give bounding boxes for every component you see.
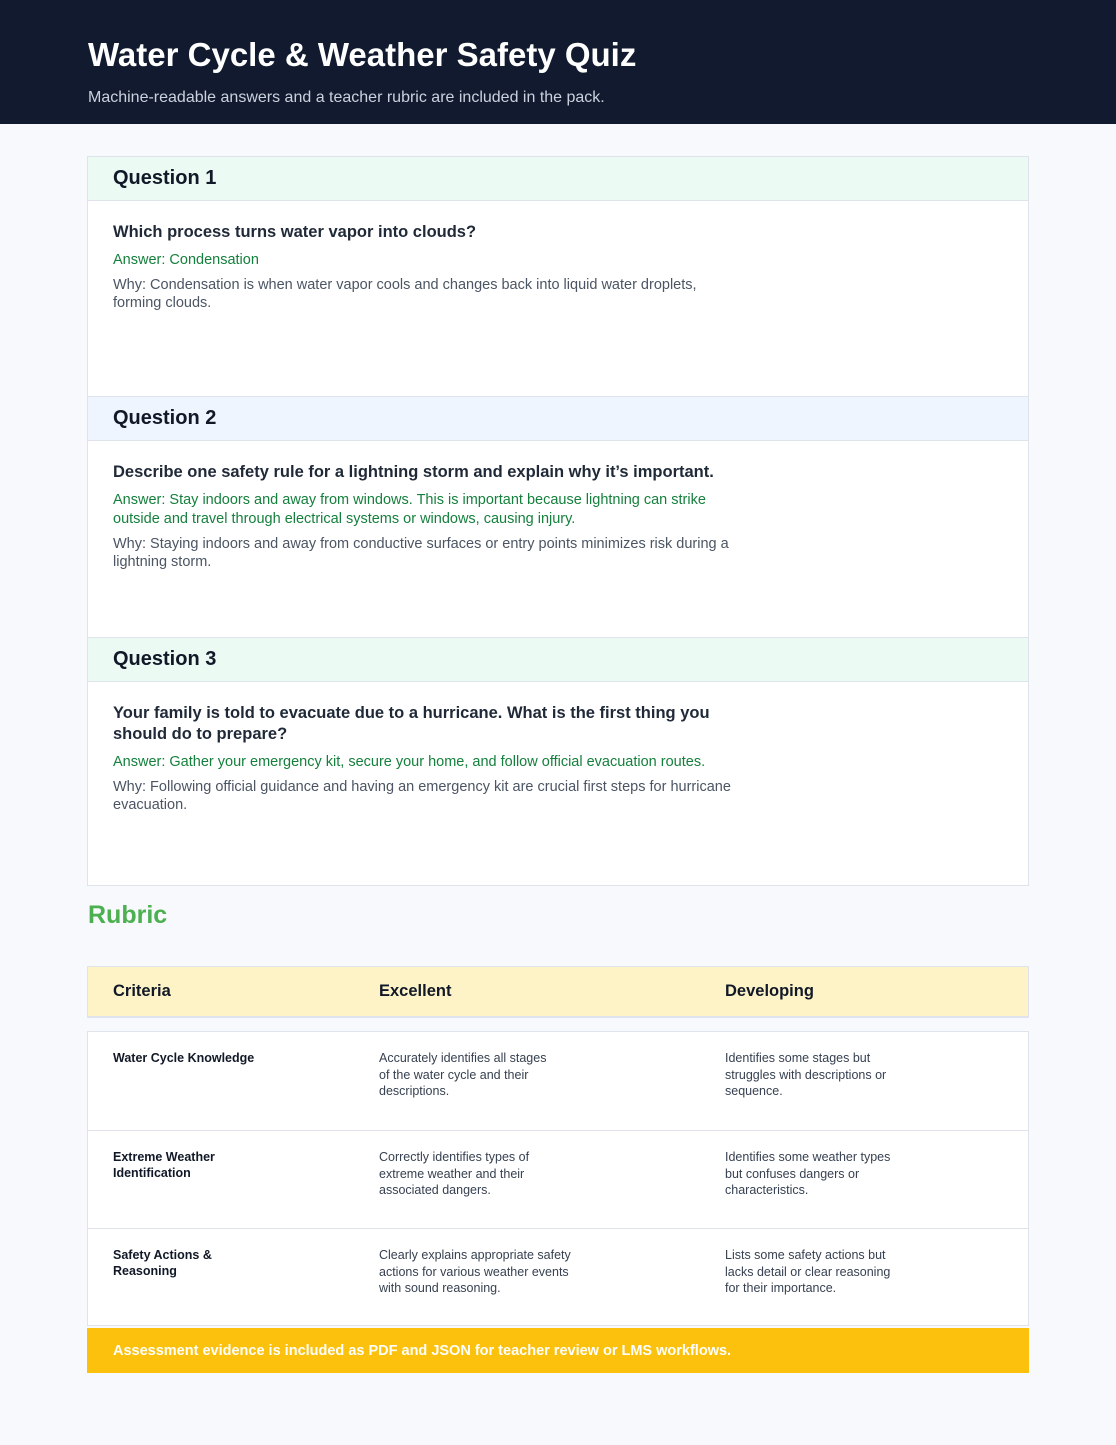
rubric-excellent: Correctly identifies types of extreme weather and their associated dangers.	[379, 1150, 530, 1197]
question-text: Describe one safety rule for a lightning storm and explain why it’s important.	[113, 463, 714, 481]
rubric-developing-cell	[700, 1050, 1028, 1100]
rubric-column-criteria: Criteria	[113, 982, 171, 1000]
page-subtitle: Machine-readable answers and a teacher rubric are included in the pack.	[88, 89, 605, 106]
rubric-row	[88, 1130, 1028, 1228]
question-text: Your family is told to evacuate due to a hurricane. What is the first thing you should do to prepare?	[113, 704, 710, 743]
question-heading: Question 3	[88, 638, 1028, 682]
question-card-2	[87, 397, 1029, 638]
question-heading: Question 2	[88, 397, 1028, 441]
rubric-excellent-cell	[354, 1247, 700, 1297]
question-answer: Answer: Gather your emergency kit, secure your home, and follow official evacuation routes.	[113, 754, 706, 770]
question-body	[88, 682, 763, 814]
rubric-excellent-cell	[354, 1050, 700, 1100]
rubric-criteria: Water Cycle Knowledge	[113, 1051, 255, 1065]
page-title: Water Cycle & Weather Safety Quiz	[88, 36, 637, 73]
question-answer: Answer: Condensation	[113, 252, 259, 268]
rubric-excellent: Accurately identifies all stages of the water cycle and their descriptions.	[379, 1051, 547, 1098]
rubric-header-row	[87, 966, 1029, 1018]
rubric-criteria: Extreme Weather Identification	[113, 1150, 215, 1180]
rubric-excellent-cell	[354, 1149, 700, 1199]
rubric-row	[88, 1228, 1028, 1325]
rubric-table	[87, 1031, 1029, 1326]
question-body	[88, 441, 763, 571]
question-body	[88, 201, 763, 312]
question-why: Why: Following official guidance and having an emergency kit are crucial first steps for hurricane evacuation.	[113, 779, 731, 813]
main-content	[0, 156, 1116, 1373]
question-heading: Question 1	[88, 157, 1028, 201]
rubric-row	[88, 1032, 1028, 1130]
assessment-evidence-banner: Assessment evidence is included as PDF and JSON for teacher review or LMS workflows.	[87, 1328, 1029, 1373]
question-card-3	[87, 638, 1029, 886]
rubric-criteria-cell	[88, 1247, 354, 1279]
rubric-excellent: Clearly explains appropriate safety actions for various weather events with sound reasoning.	[379, 1248, 571, 1295]
rubric-developing-cell	[700, 1247, 1028, 1297]
rubric-developing: Lists some safety actions but lacks detail or clear reasoning for their importance.	[725, 1248, 891, 1295]
rubric-developing: Identifies some weather types but confuses dangers or characteristics.	[725, 1150, 891, 1197]
rubric-column-developing: Developing	[725, 982, 814, 1000]
question-text: Which process turns water vapor into clouds?	[113, 223, 477, 241]
rubric-column-excellent: Excellent	[379, 982, 452, 1000]
rubric-criteria-cell	[88, 1149, 354, 1181]
question-answer: Answer: Stay indoors and away from windows. This is important because lightning can strike outside and travel through electrical systems or windows, causing injury.	[113, 492, 706, 527]
rubric-title: Rubric	[88, 901, 168, 929]
question-why: Why: Staying indoors and away from conductive surfaces or entry points minimizes risk during a lightning storm.	[113, 536, 729, 570]
rubric-criteria: Safety Actions & Reasoning	[113, 1248, 212, 1278]
question-card-1	[87, 156, 1029, 397]
page-header	[0, 0, 1116, 124]
question-why: Why: Condensation is when water vapor cools and changes back into liquid water droplets, forming clouds.	[113, 277, 697, 311]
rubric-developing: Identifies some stages but struggles with descriptions or sequence.	[725, 1051, 887, 1098]
rubric-criteria-cell	[88, 1050, 354, 1066]
rubric-developing-cell	[700, 1149, 1028, 1199]
